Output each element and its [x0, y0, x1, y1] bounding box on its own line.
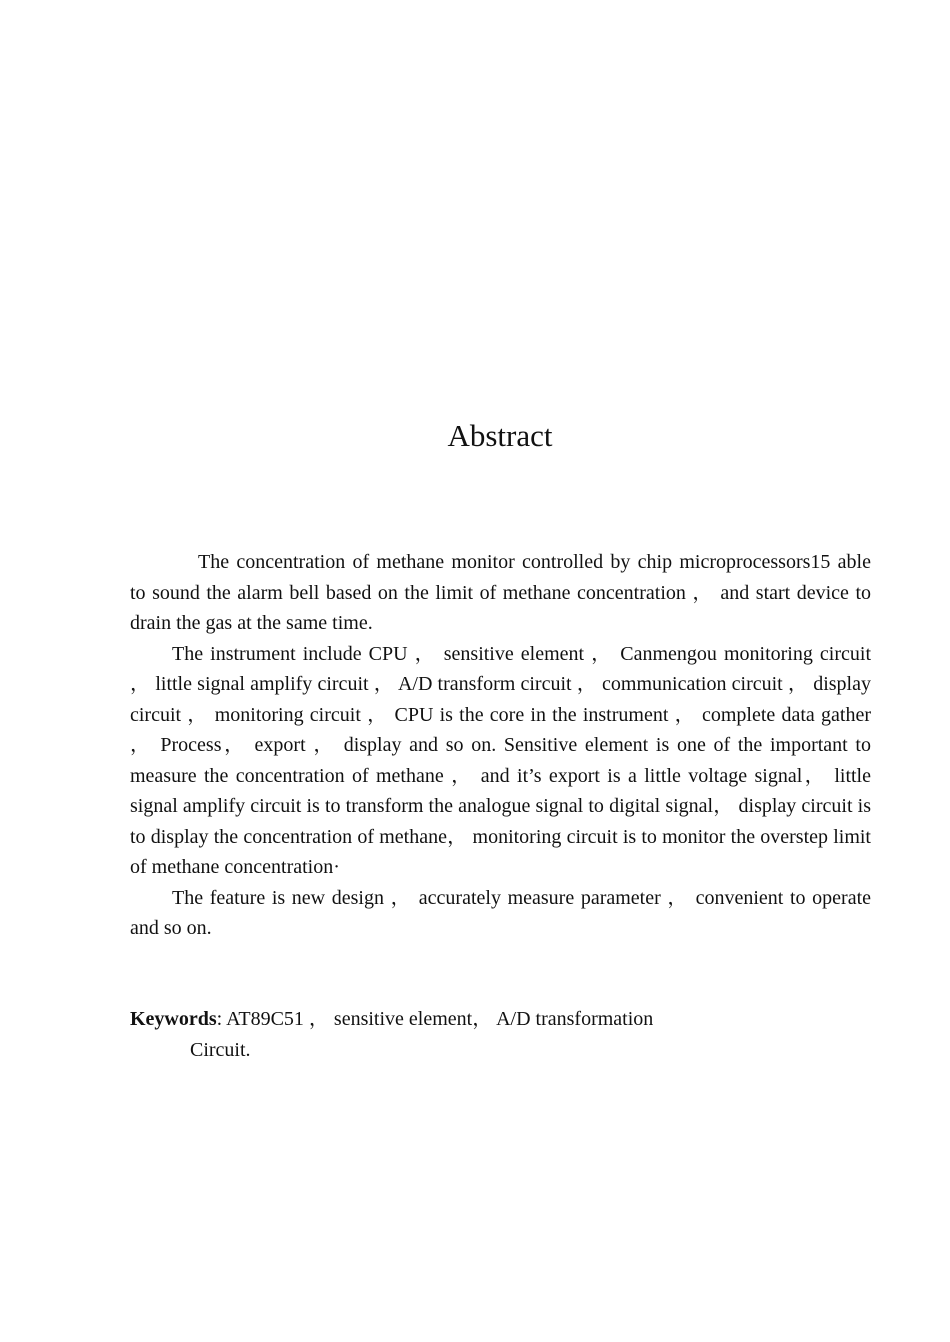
keywords-block — [130, 1004, 871, 1065]
keywords-text: : AT89C51 ， sensitive element， A/D transformation — [216, 1008, 654, 1030]
keywords-label: Keywords — [130, 1008, 217, 1030]
abstract-paragraph-1: The concentration of methane monitor controlled by chip microprocessors15 able to sound the alarm bell based on the limit of methane concentration ， and start device to drain the gas at the same time. — [130, 551, 871, 634]
abstract-body — [130, 547, 871, 944]
abstract-paragraph-3: The feature is new design ， accurately measure parameter ， convenient to operate and so on. — [130, 886, 871, 939]
abstract-paragraph-2: The instrument include CPU ， sensitive element ， Canmengou monitoring circuit ， little signal amplify circuit ， A/D transform circuit ， communication circuit ， display circuit ， monitoring circuit ， CPU is the core in the instrument ， complete data gather ， Process， export ， display and so on. Sensitive element is one of the important to measure the concentration of methane ， and it’s export is a little voltage signal， little signal amplify circuit is to transform the analogue signal to digital signal， display circuit is to display the concentration of methane， monitoring circuit is to monitor the overstep limit of methane concentration· — [130, 642, 871, 878]
abstract-title: Abstract — [447, 418, 553, 453]
keywords-continuation: Circuit. — [190, 1038, 251, 1061]
